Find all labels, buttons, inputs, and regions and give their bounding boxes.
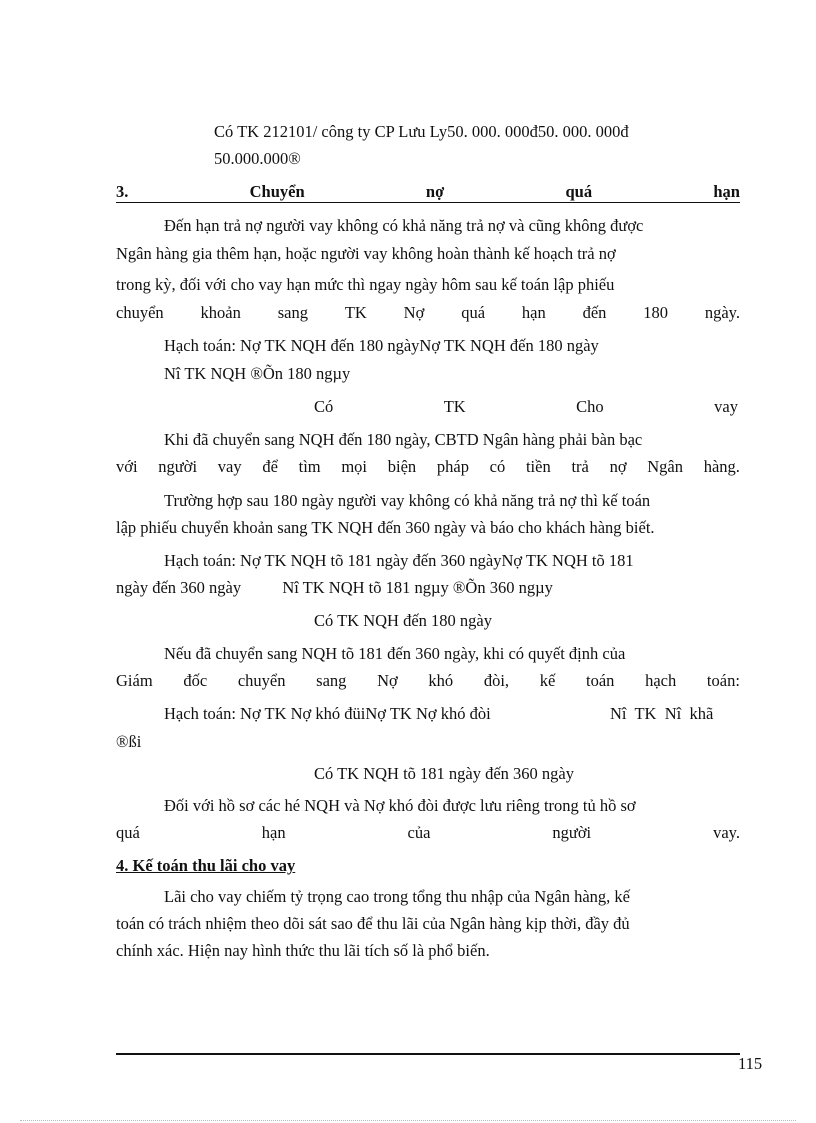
text-line: Giám đốc chuyển sang Nợ khó đòi, kế toán hạch toán: xyxy=(116,671,740,690)
text-line: Lãi cho vay chiếm tỷ trọng cao trong tổng thu nhập của Ngân hàng, kế xyxy=(164,887,630,906)
text-line: Khi đã chuyển sang NQH đến 180 ngày, CBTD Ngân hàng phải bàn bạc xyxy=(164,430,643,449)
text-line: 50.000.000® xyxy=(214,149,301,168)
text-line: quá hạn của người vay. xyxy=(116,823,740,842)
heading-underline xyxy=(116,202,740,203)
text-line: Hạch toán: Nợ TK NQH đến 180 ngàyNợ TK NQH đến 180 ngày xyxy=(164,336,599,355)
text-line: Đến hạn trả nợ người vay không có khả năng trả nợ và cũng không được xyxy=(164,216,644,235)
text-line: ®ßi xyxy=(116,732,142,751)
text-line: lập phiếu chuyển khoản sang TK NQH đến 360 ngày và báo cho khách hàng biết. xyxy=(116,518,655,537)
text-line: Nếu đã chuyển sang NQH tõ 181 đến 360 ngày, khi có quyết định của xyxy=(164,644,626,663)
page-number: 115 xyxy=(738,1054,763,1073)
text-line: Đối với hồ sơ các hé NQH và Nợ khó đòi được lưu riêng trong tủ hồ sơ xyxy=(164,796,636,815)
text-line: Có TK NQH đến 180 ngày xyxy=(314,611,492,630)
text-line: Nî TK NQH ®Õn 180 ngµy xyxy=(164,364,351,383)
text-line: chuyển khoản sang TK Nợ quá hạn đến 180 ngày. xyxy=(116,303,740,322)
text-line: Nî TK Nî khã xyxy=(610,704,714,723)
text-line: Hạch toán: Nợ TK Nợ khó đüiNợ TK Nợ khó đòi xyxy=(164,704,491,723)
footer-rule xyxy=(116,1053,740,1055)
text-line: Trường hợp sau 180 ngày người vay không có khả năng trả nợ thì kế toán xyxy=(164,491,651,510)
text-line: Có TK Cho vay xyxy=(314,397,738,416)
text-line: ngày đến 360 ngày Nî TK NQH tõ 181 ngµy ®Õn 360 ngµy xyxy=(116,578,553,597)
text-line: với người vay để tìm mọi biện pháp có tiền trả nợ Ngân hàng. xyxy=(116,457,740,476)
text-line: trong kỳ, đối với cho vay hạn mức thì ngay ngày hôm sau kế toán lập phiếu xyxy=(116,275,615,294)
text-line: toán có trách nhiệm theo dõi sát sao để thu lãi của Ngân hàng kịp thời, đầy đủ xyxy=(116,914,630,933)
text-line: Có TK 212101/ công ty CP Lưu Ly50. 000. 000đ50. 000. 000đ xyxy=(214,122,629,141)
text-line: Có TK NQH tõ 181 ngày đến 360 ngày xyxy=(314,764,575,783)
section-heading-4: 4. Kế toán thu lãi cho vay xyxy=(116,856,296,875)
page-edge-divider xyxy=(20,1120,796,1121)
section-heading-3: 3. Chuyển nợ quá hạn xyxy=(116,182,740,201)
text-line: Hạch toán: Nợ TK NQH tõ 181 ngày đến 360 ngàyNợ TK NQH tõ 181 xyxy=(164,551,634,570)
text-line: chính xác. Hiện nay hình thức thu lãi tích số là phổ biến. xyxy=(116,941,490,960)
text-line: Ngân hàng gia thêm hạn, hoặc người vay không hoàn thành kế hoạch trả nợ xyxy=(116,244,616,263)
